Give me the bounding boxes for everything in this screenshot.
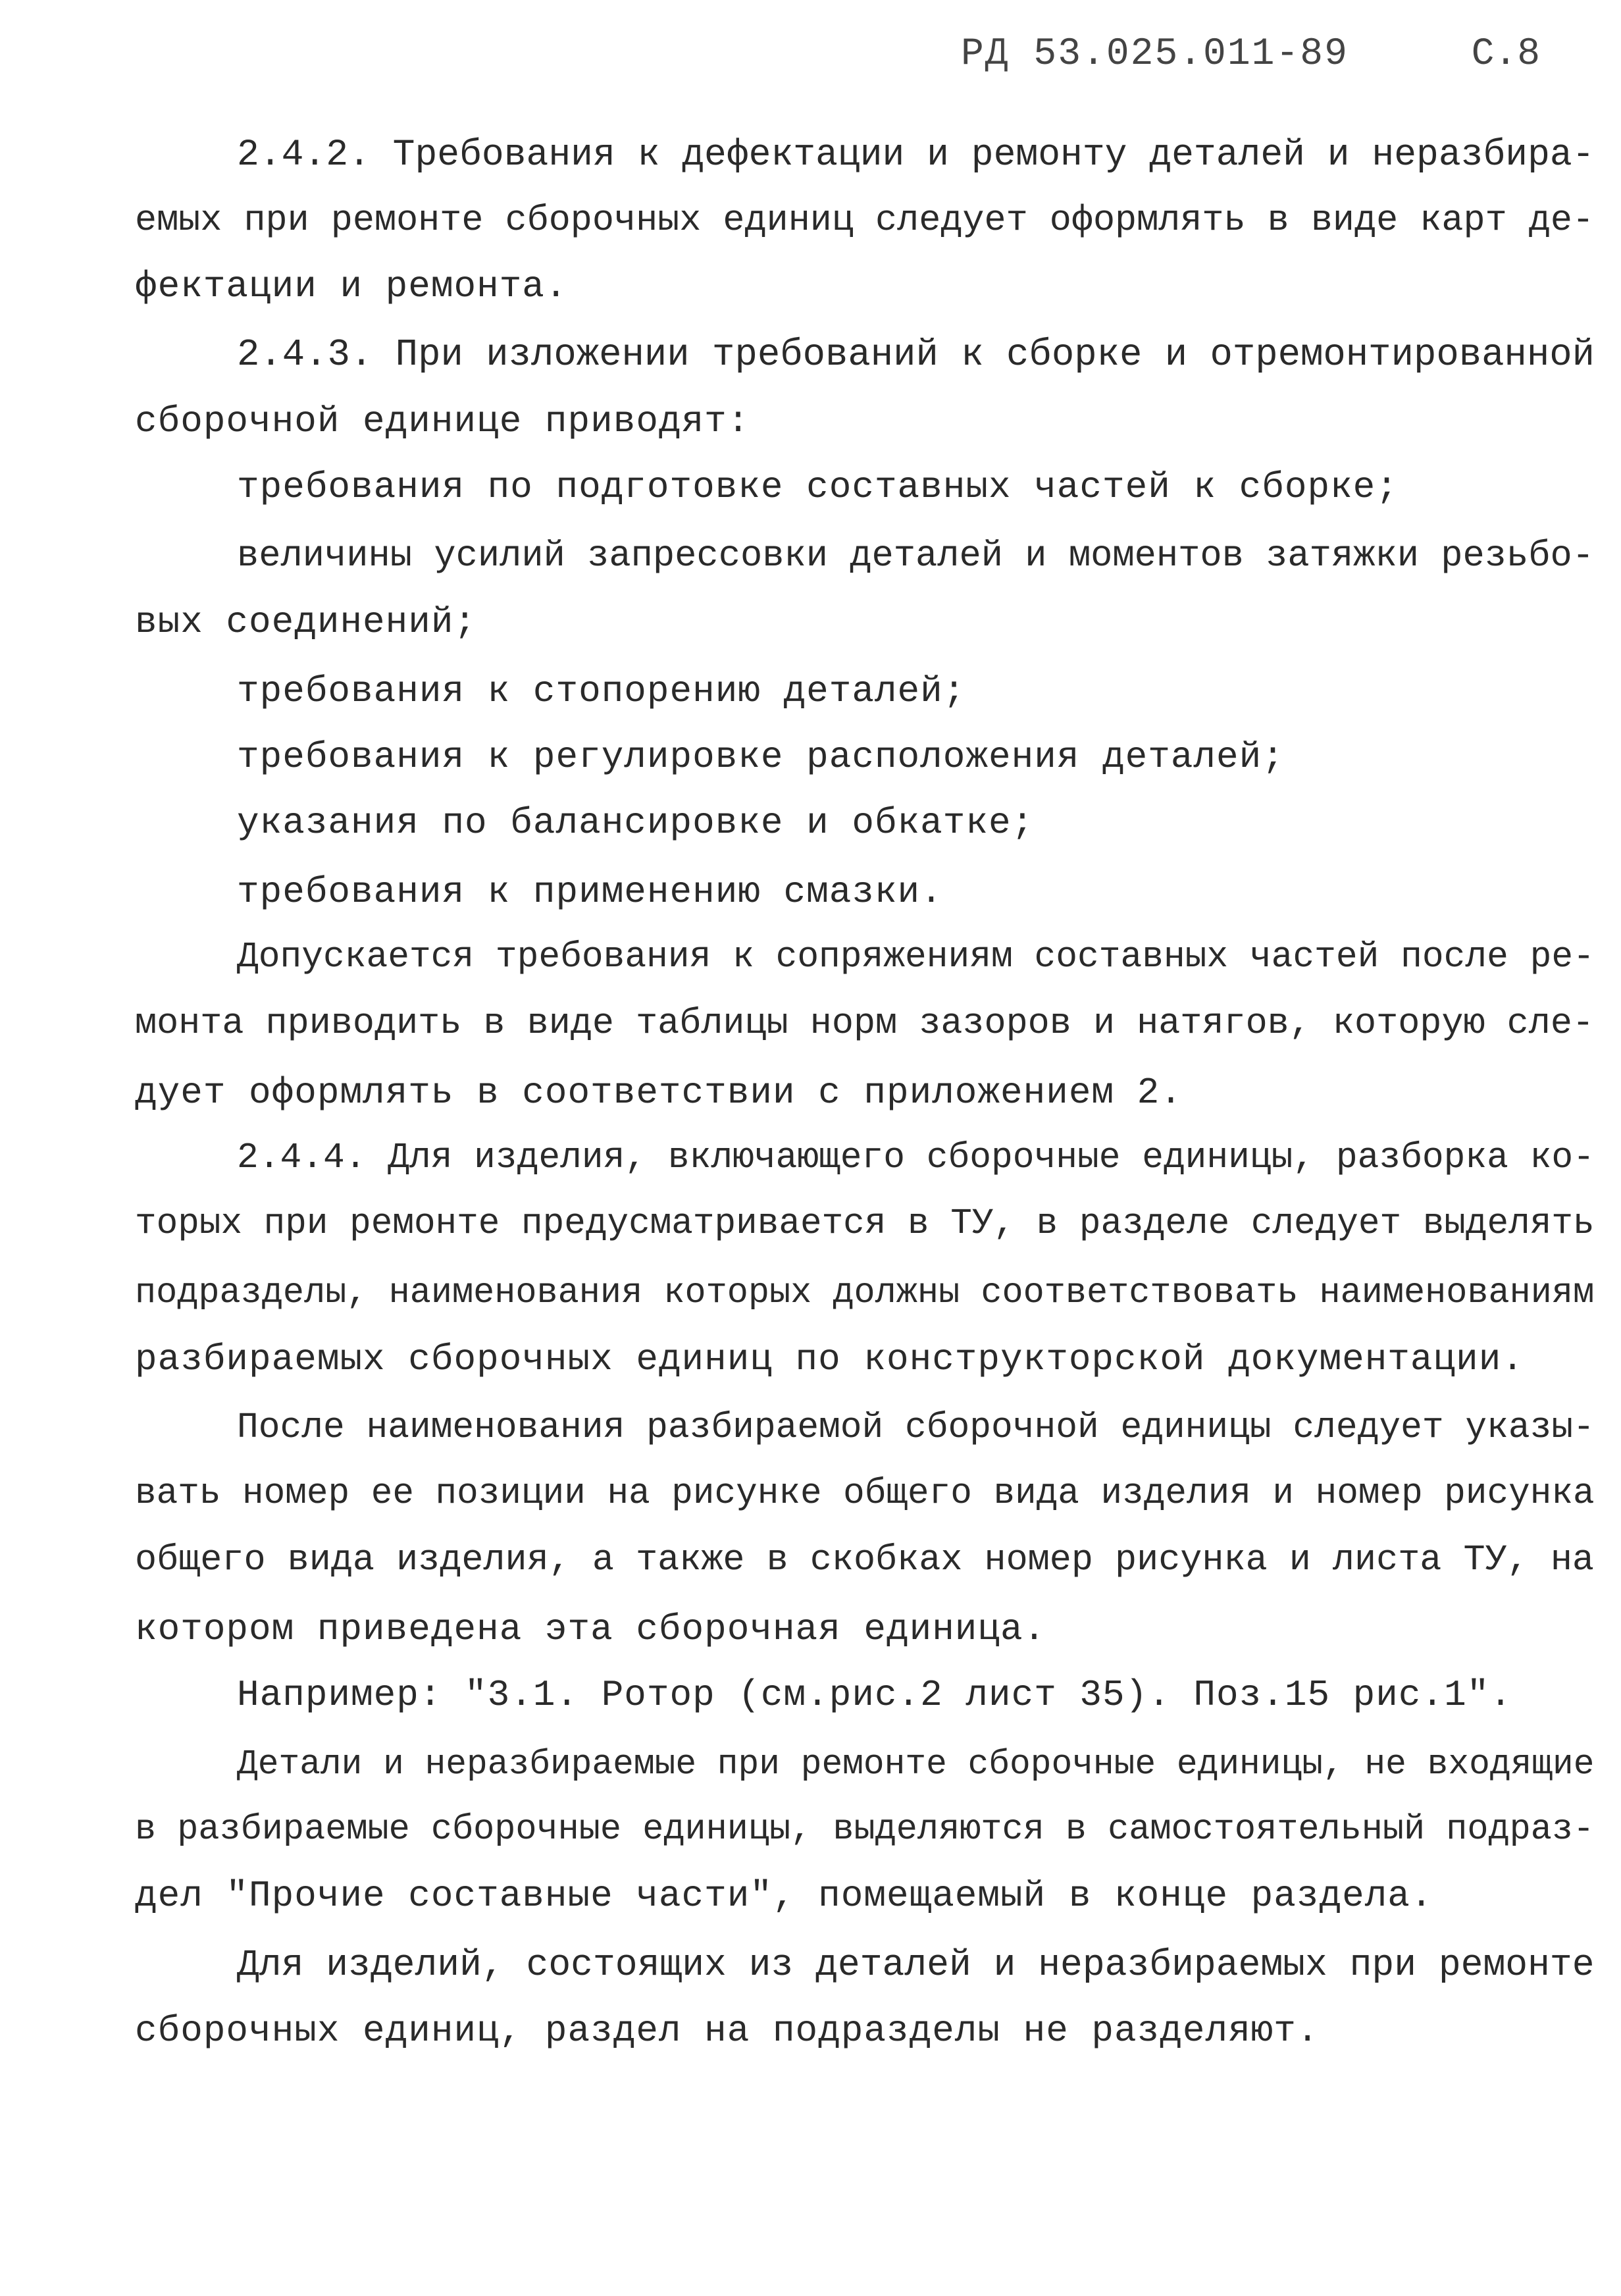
text-line: в разбираемые сборочные единицы, выделяются в самостоятельный подраз- [135,1810,1595,1850]
text-line: котором приведена эта сборочная единица. [135,1608,1046,1650]
text-line: сборочной единице приводят: [135,400,750,442]
text-line: требования к применению смазки. [237,871,943,913]
text-line: 2.4.3. При изложении требований к сборке и отремонтированной [237,334,1595,377]
text-line: требования к стопорению деталей; [237,670,966,712]
text-line: сборочных единиц, раздел на подразделы не разделяют. [135,2010,1320,2052]
text-line: Допускается требования к сопряжениям составных частей после ре- [237,937,1595,978]
text-line: 2.4.2. Требования к дефектации и ремонту деталей и неразбира- [237,134,1595,176]
page-number: С.8 [1471,33,1540,76]
text-line: требования к регулировке расположения деталей; [237,736,1285,778]
document-code: РД 53.025.011-89 [961,33,1349,76]
text-line: емых при ремонте сборочных единиц следует оформлять в виде карт де- [135,199,1595,241]
text-line: дует оформлять в соответствии с приложением 2. [135,1072,1183,1114]
text-line: 2.4.4. Для изделия, включающего сборочные единицы, разборка ко- [237,1138,1595,1178]
text-line: разбираемых сборочных единиц по конструкторской документации. [135,1338,1524,1380]
text-line: Детали и неразбираемые при ремонте сборочные единицы, не входящие [237,1744,1595,1784]
text-line: общего вида изделия, а также в скобках номер рисунка и листа ТУ, на [135,1539,1595,1580]
text-line: подразделы, наименования которых должны соответствовать наименованиям [135,1273,1595,1313]
page-header [941,26,1547,86]
text-line: вать номер ее позиции на рисунке общего вида изделия и номер рисунка [135,1474,1595,1514]
text-line: указания по балансировке и обкатке; [237,802,1035,844]
text-line: требования по подготовке составных частей к сборке; [237,466,1399,508]
text-line: Для изделий, состоящих из деталей и неразбираемых при ремонте [237,1944,1595,1986]
text-line: Например: "3.1. Ротор (см.рис.2 лист 35). Поз.15 рис.1". [237,1674,1512,1716]
text-line: монта приводить в виде таблицы норм зазоров и натягов, которую сле- [135,1003,1595,1044]
text-line: величины усилий запрессовки деталей и моментов затяжки резьбо- [237,535,1595,577]
text-line: фектации и ремонта. [135,265,568,307]
text-line: вых соединений; [135,601,477,643]
text-line: торых при ремонте предусматривается в ТУ, в разделе следует выделять [135,1204,1595,1244]
text-line: дел "Прочие составные части", помещаемый в конце раздела. [135,1875,1433,1917]
text-line: После наименования разбираемой сборочной единицы следует указы- [237,1408,1595,1448]
